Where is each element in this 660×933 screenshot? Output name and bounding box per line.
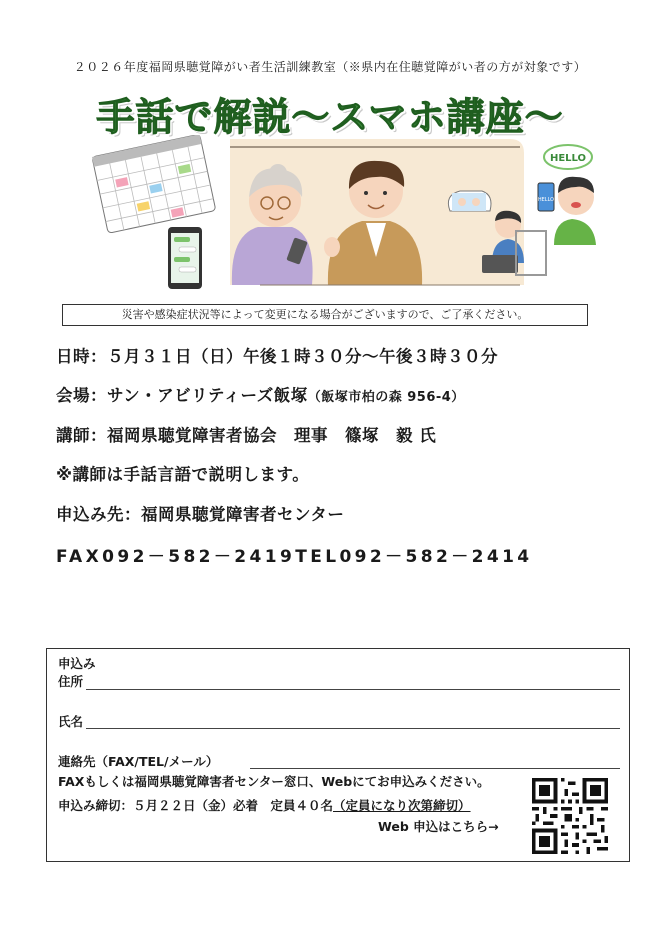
smartphone-icon	[168, 227, 202, 289]
video-call-icon	[448, 191, 491, 211]
event-venue	[56, 382, 465, 406]
address-field[interactable]	[86, 689, 620, 690]
sign-language-note: ※講師は手話言語で説明します。	[56, 465, 310, 484]
form-contact-label: 連絡先（FAX/TEL/メール）	[58, 754, 219, 769]
venue-address: （飯塚市柏の森 956-4）	[307, 390, 465, 405]
event-lecturer: 講師：福岡県聴覚障害者協会 理事 篠塚 毅 氏	[56, 426, 437, 445]
form-apply-label: 申込み	[58, 656, 96, 671]
application-destination: 申込み先：福岡県聴覚障害者センター	[56, 505, 345, 524]
form-name-label: 氏名	[58, 714, 84, 729]
contact-numbers: FAX092－582－2419TEL092－582－2414	[56, 547, 533, 567]
phone-screen-text: HELLO	[537, 197, 555, 203]
calendar-icon	[92, 135, 216, 233]
web-apply-link[interactable]: Web 申込はこちら→	[378, 819, 499, 834]
change-notice: 災害や感染症状況等によって変更になる場合がございますので、ご了承ください。	[62, 304, 588, 326]
venue-name: 会場：サン・アビリティーズ飯塚	[56, 386, 308, 405]
hello-speech-bubble	[544, 145, 592, 169]
event-title: 手話で解説～スマホ講座～	[96, 95, 564, 139]
speech-bubble-text: HELLO	[549, 153, 587, 164]
deadline-text: 申込み締切：５月２２日（金）必着 定員４０名	[58, 798, 334, 813]
event-subtitle: ２０２６年度福岡県聴覚障がい者生活訓練教室（※県内在住聴覚障がい者の方が対象です）	[73, 60, 587, 74]
qr-code[interactable]	[532, 778, 608, 854]
hero-illustration	[80, 135, 600, 305]
name-field[interactable]	[86, 728, 620, 729]
form-address-label: 住所	[58, 674, 84, 689]
form-instructions: FAXもしくは福岡県聴覚障害者センター窓口、Webにてお申込みください。	[58, 774, 490, 789]
contact-field[interactable]	[250, 768, 620, 769]
deadline-note: （定員になり次第締切）	[333, 798, 471, 813]
form-deadline	[58, 796, 471, 814]
event-datetime: 日時：５月３１日（日）午後１時３０分～午後３時３０分	[56, 347, 498, 366]
